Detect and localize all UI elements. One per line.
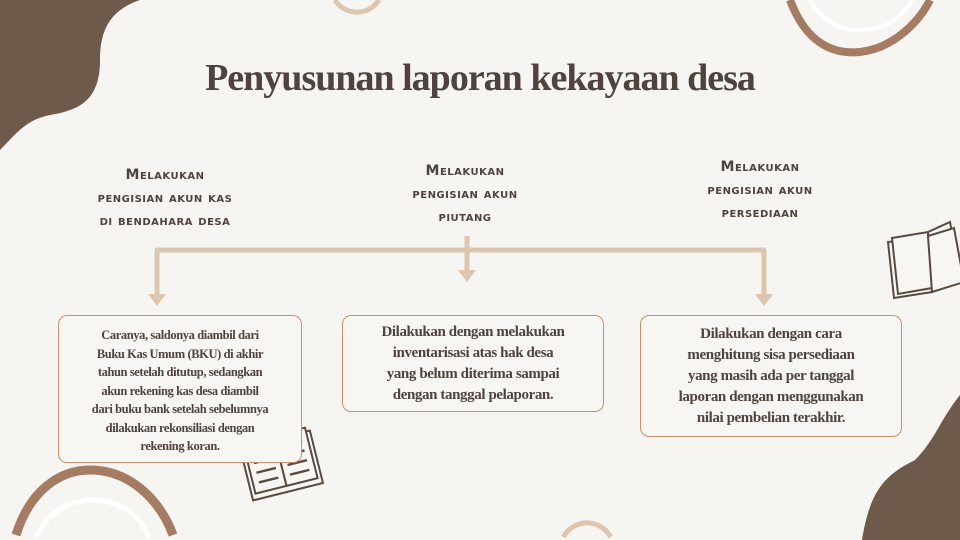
body-line: inventarisasi atas hak desa [392,345,554,361]
body-line: menghitung sisa persediaan [687,347,855,363]
body-line: yang belum diterima sampai [386,366,560,382]
top-ring [335,0,379,12]
body-line: Dilakukan dengan cara [700,326,842,342]
heading-line: Melakukan [125,167,205,183]
description-box-piutang [342,315,604,412]
book-pages-icon [888,222,960,298]
heading-line: Melakukan [720,159,800,175]
body-line: Caranya, saldonya diambil dari [101,328,259,342]
heading-line: persediaan [721,205,799,221]
heading-line: pengisian akun [707,182,813,198]
body-line: Dilakukan dengan melakukan [381,324,565,340]
heading-line: piutang [438,209,492,225]
page-title: Penyusunan laporan kekayaan desa [205,57,755,99]
description-box-kas [58,315,302,463]
arrow-down-icon [148,294,166,306]
heading-line: pengisian akun kas [97,190,233,206]
body-line: tahun setelah ditutup, sedangkan [97,365,263,379]
body-line: laporan dengan menggunakan [678,389,864,405]
arrow-down-icon [755,294,773,306]
heading-persediaan [655,156,865,225]
description-box-persediaan [640,315,902,437]
heading-line: di bendahara desa [99,213,231,229]
body-line: dilakukan rekonsiliasi dengan [105,420,255,435]
heading-line: Melakukan [425,163,505,179]
body-line: Buku Kas Umum (BKU) di akhir [96,346,264,361]
heading-line: pengisian akun [412,186,518,202]
bottom-ring [563,523,610,537]
body-line: yang masih ada per tanggal [687,368,855,384]
body-line: nilai pembelian terakhir. [696,410,846,426]
connector-lines [155,236,766,296]
heading-piutang [365,160,565,229]
body-line: akun rekening kas desa diambil [101,383,259,398]
body-line: rekening koran. [140,439,220,453]
body-line: dengan tanggal pelaporan. [392,387,554,403]
arrow-down-icon [458,270,476,282]
body-line: dari buku bank setelah sebelumnya [91,402,269,416]
heading-kas [60,164,270,233]
